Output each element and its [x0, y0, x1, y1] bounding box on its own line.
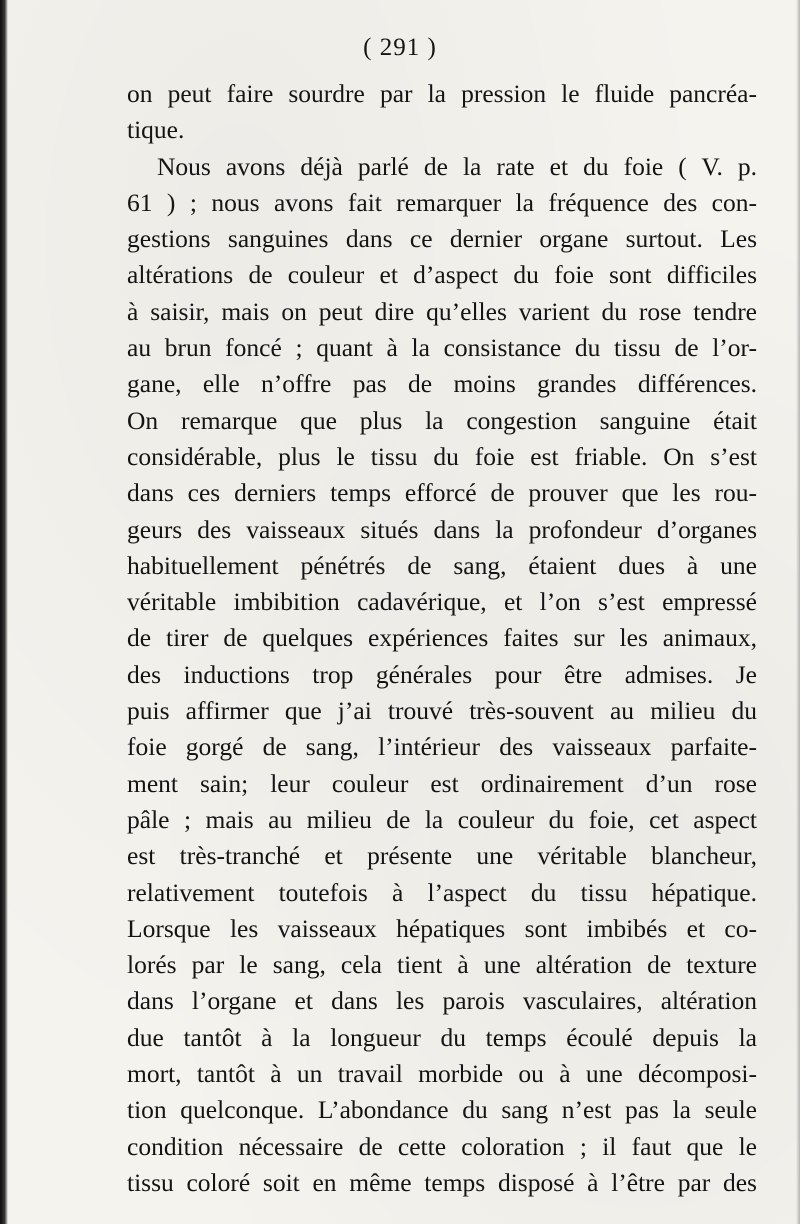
text-line: on peut faire sourdre par la pression le fluide pancréa-	[127, 79, 757, 108]
text-line: puis affirmer que j’ai trouvé très-souvent au milieu du	[127, 696, 757, 726]
text-line: à saisir, mais on peut dire qu’elles varient du rose tendre	[127, 296, 757, 326]
text-line: altérations de couleur et d’aspect du foie sont difficiles	[127, 260, 757, 290]
text-line: est très-tranché et présente une véritable blancheur,	[127, 841, 757, 871]
text-line: lorés par le sang, cela tient à une altération de texture	[127, 950, 757, 980]
text-line: habituellement pénétrés de sang, étaient dues à une	[127, 550, 757, 580]
page-gutter-shadow	[0, 0, 8, 1224]
text-line: condition nécessaire de cette coloration ; il faut que le	[127, 1131, 757, 1161]
text-line: foie gorgé de sang, l’intérieur des vaisseaux parfaite-	[127, 732, 757, 762]
text-line: 61 ) ; nous avons fait remarquer la fréquence des con-	[127, 187, 757, 217]
body-text	[127, 76, 757, 1201]
text-line: des inductions trop générales pour être admises. Je	[127, 659, 757, 689]
text-line: Nous avons déjà parlé de la rate et du foie ( V. p.	[157, 151, 757, 181]
text-line: Lorsque les vaisseaux hépatiques sont imbibés et co-	[127, 913, 757, 943]
text-line: mort, tantôt à un travail morbide ou à une décomposi-	[127, 1059, 757, 1089]
text-line: de tirer de quelques expériences faites sur les animaux,	[127, 623, 757, 653]
text-line: dans l’organe et dans les parois vasculaires, altération	[127, 986, 757, 1016]
text-line: tion quelconque. L’abondance du sang n’est pas la seule	[127, 1095, 757, 1125]
text-line: On remarque que plus la congestion sanguine était	[127, 405, 757, 435]
text-line: ment sain; leur couleur est ordinairement d’un rose	[127, 768, 757, 798]
text-line: tique.	[127, 115, 185, 145]
text-line: au brun foncé ; quant à la consistance du tissu de l’or-	[127, 333, 757, 363]
text-line: geurs des vaisseaux situés dans la profondeur d’organes	[127, 514, 757, 544]
text-line: gestions sanguines dans ce dernier organe surtout. Les	[127, 224, 757, 254]
text-line: due tantôt à la longueur du temps écoulé depuis la	[127, 1022, 757, 1052]
page-number: ( 291 )	[363, 34, 437, 61]
text-line: relativement toutefois à l’aspect du tissu hépatique.	[127, 877, 757, 907]
text-line: gane, elle n’offre pas de moins grandes différences.	[127, 369, 757, 399]
text-line: considérable, plus le tissu du foie est friable. On s’est	[127, 441, 757, 471]
text-line: tissu coloré soit en même temps disposé à l’être par des	[127, 1167, 757, 1197]
page-edge-shadow	[796, 0, 800, 1224]
text-line: véritable imbibition cadavérique, et l’on s’est empressé	[127, 587, 757, 617]
text-line: dans ces derniers temps efforcé de prouver que les rou-	[127, 478, 757, 508]
text-line: pâle ; mais au milieu de la couleur du foie, cet aspect	[127, 804, 757, 834]
